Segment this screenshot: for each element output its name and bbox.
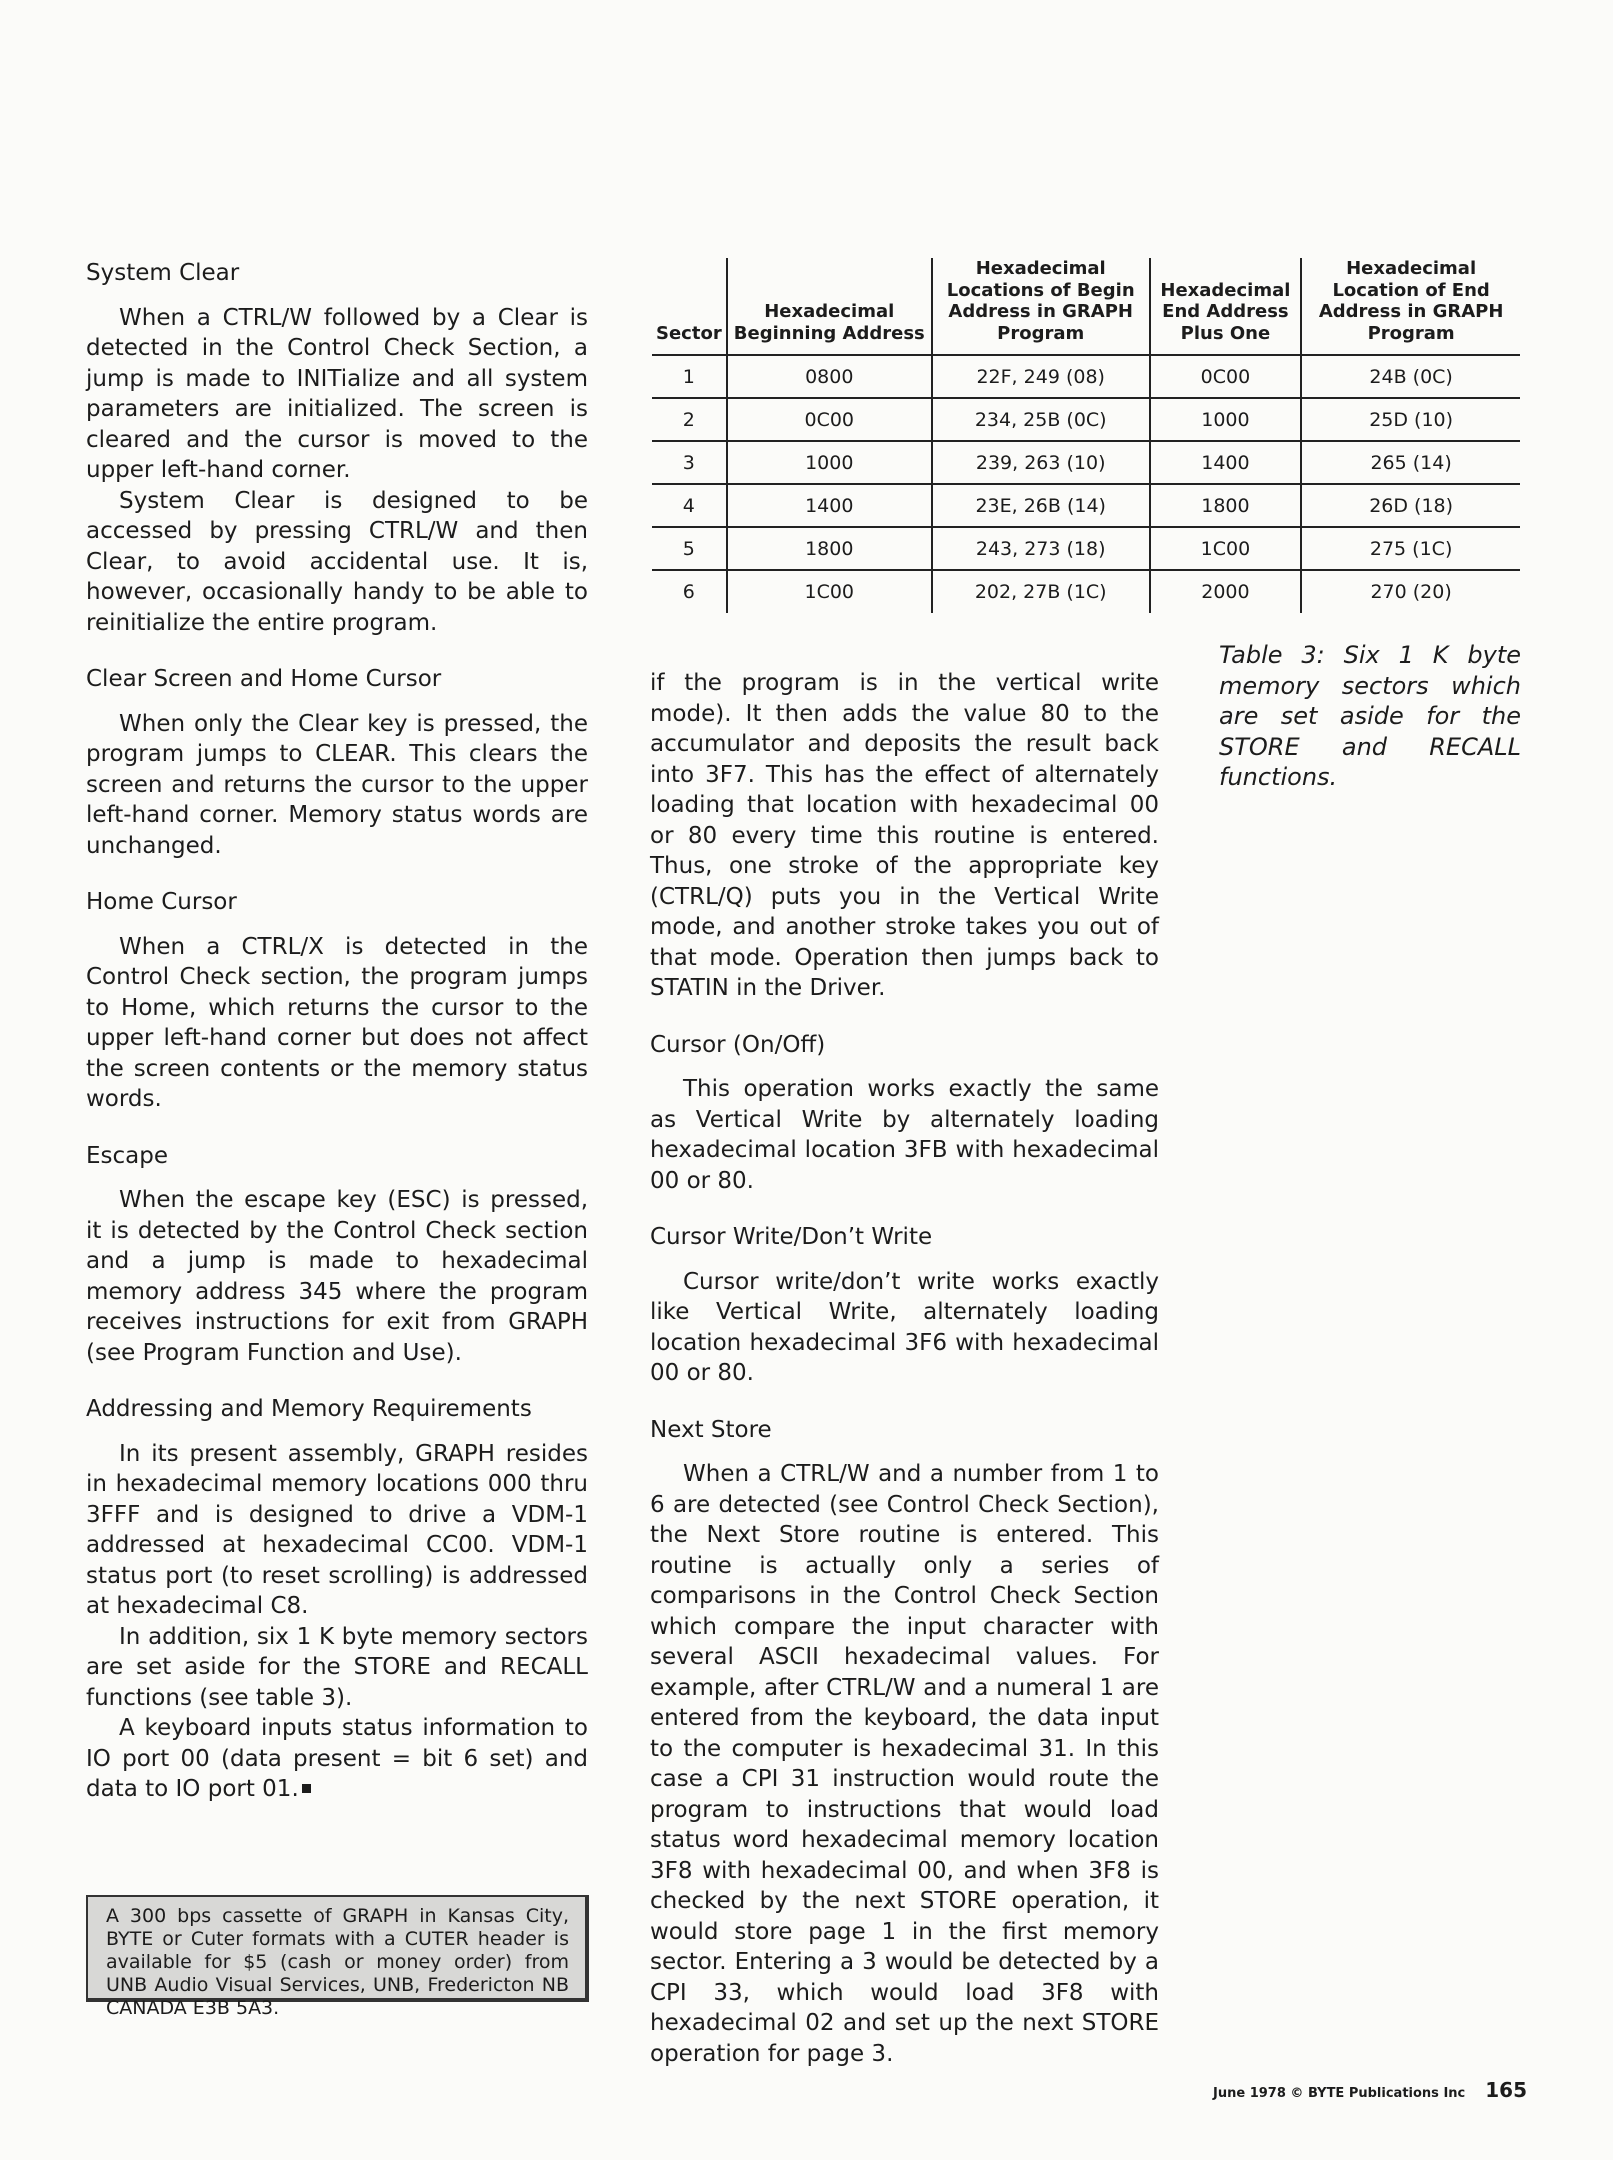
- table-cell: 26D (18): [1301, 484, 1520, 527]
- page-footer: [1213, 2078, 1527, 2102]
- section-heading-next-store: Next Store: [650, 1416, 772, 1443]
- table-cell: 1800: [1150, 484, 1302, 527]
- table-header-row: [652, 258, 1520, 355]
- table-header-cell: Hexadecimal Beginning Address: [727, 258, 932, 355]
- table-cell: 1C00: [1150, 527, 1302, 570]
- table-row: [652, 527, 1520, 570]
- table-cell: 1000: [1150, 398, 1302, 441]
- table-row: [652, 355, 1520, 398]
- table-cell: 1: [652, 355, 727, 398]
- table-row: [652, 484, 1520, 527]
- paragraph: System Clear is designed to be accessed by pressing CTRL/W and then Clear, to avoid accidental use. It is, however, occasionally handy to be able to reinitialize the entire program.: [86, 487, 588, 636]
- paragraph: When the escape key (ESC) is pressed, it is detected by the Control Check section and a jump is made to hexadecimal memory address 345 where the program receives instructions for exit from GRAPH (see Program Function and Use).: [86, 1187, 588, 1366]
- section-heading-escape: Escape: [86, 1142, 169, 1169]
- section-heading-cursor-onoff: Cursor (On/Off): [650, 1031, 826, 1058]
- table-cell: 1C00: [727, 570, 932, 613]
- cassette-notice-box: A 300 bps cassette of GRAPH in Kansas City, BYTE or Cuter formats with a CUTER header is available for $5 (cash or money order) from UNB Audio Visual Services, UNB, Fredericton NB CANADA E3B 5A3.: [86, 1895, 589, 2002]
- section-heading-cursor-write: Cursor Write/Don’t Write: [650, 1224, 933, 1250]
- table-cell: 239, 263 (10): [932, 441, 1150, 484]
- table-cell: 6: [682, 581, 695, 603]
- table-3: [652, 258, 1520, 613]
- table-cell: 1400: [1150, 441, 1302, 484]
- paragraph: When only the Clear key is pressed, the program jumps to CLEAR. This clears the screen and returns the cursor to the upper left-hand corner. Memory status words are unchanged.: [86, 710, 588, 859]
- table-cell: 1800: [727, 527, 932, 570]
- end-of-article-mark: [302, 1784, 311, 1793]
- table-cell: 0C00: [1150, 355, 1302, 398]
- paragraph: When a CTRL/W and a number from 1 to 6 are detected (see Control Check Section), the Next Store routine is entered. This routine is actually only a series of comparisons in the Control Check Section which compare the input character with several ASCII hexadecimal values. For example, after CTRL/W and a numeral 1 are entered from the keyboard, the data input to the computer is hexadecimal 31. In this case a CPI 31 instruction would route the program to instructions that would load status word hexadecimal memory location 3F8 with hexadecimal 00, and when 3F8 is checked by the next STORE operation, it would store page 1 in the first memory sector. Entering a 3 would be detected by a CPI 33, which would load 3F8 with hexadecimal 02 and set up the next STORE operation for page 3.: [650, 1461, 1159, 2067]
- paragraph-text: A keyboard inputs status information to IO port 00 (data present = bit 6 set) and data to IO port 01.: [86, 1715, 588, 1802]
- paragraph: When a CTRL/W followed by a Clear is detected in the Control Check Section, a jump is made to INITialize and all system parameters are initialized. The screen is cleared and the cursor is moved to the upper left-hand corner.: [86, 304, 588, 483]
- table-header-cell: Hexadecimal Location of End Address in GRAPH Program: [1301, 258, 1520, 355]
- table-cell: 5: [652, 527, 727, 570]
- table-cell: 1400: [727, 484, 932, 527]
- paragraph-final: [86, 1713, 588, 1805]
- table-header-cell: Hexadecimal Locations of Begin Address in GRAPH Program: [932, 258, 1150, 355]
- table-row: [652, 398, 1520, 441]
- middle-column: [650, 668, 1159, 2069]
- table-cell: 234, 25B (0C): [932, 398, 1150, 441]
- table-cell: 24B (0C): [1301, 355, 1520, 398]
- page-number: 165: [1485, 2078, 1527, 2102]
- section-heading-system-clear: System Clear: [86, 260, 240, 286]
- table-header-cell: Hexadecimal End Address Plus One: [1150, 258, 1302, 355]
- section-heading-clear-screen: Clear Screen and Home Cursor: [86, 666, 442, 692]
- table-cell: 275 (1C): [1301, 527, 1520, 570]
- table-cell: 270 (20): [1301, 570, 1520, 613]
- paragraph: This operation works exactly the same as Vertical Write by alternately loading hexadecimal location 3FB with hexadecimal 00 or 80.: [650, 1076, 1159, 1194]
- footer-credit: June 1978 © BYTE Publications Inc: [1213, 2086, 1466, 2101]
- table-cell: 0800: [727, 355, 932, 398]
- left-column: [86, 258, 588, 1805]
- table-cell: 1000: [727, 441, 932, 484]
- table-cell: 3: [652, 441, 727, 484]
- table-cell: 265 (14): [1301, 441, 1520, 484]
- table-cell: 2000: [1150, 570, 1302, 613]
- paragraph: In its present assembly, GRAPH resides in hexadecimal memory locations 000 thru 3FFF and is designed to drive a VDM-1 addressed at hexadecimal CC00. VDM-1 status port (to reset scrolling) is addressed at hexadecimal C8.: [86, 1440, 588, 1619]
- table-cell: 243, 273 (18): [932, 527, 1150, 570]
- paragraph-continued: if the program is in the vertical write mode). It then adds the value 80 to the accumulator and deposits the result back into 3F7. This has the effect of alternately loading that location with hexadecimal 00 or 80 every time this routine is entered. Thus, one stroke of the appropriate key (CTRL/Q) puts you in the Vertical Write mode, and another stroke takes you out of that mode. Operation then jumps back to STATIN in the Driver.: [650, 670, 1159, 1001]
- table-row: [652, 570, 1520, 613]
- table-cell: 22F, 249 (08): [932, 355, 1150, 398]
- table-cell: 23E, 26B (14): [932, 484, 1150, 527]
- paragraph: When a CTRL/X is detected in the Control Check section, the program jumps to Home, which returns the cursor to the upper left-hand corner but does not affect the screen contents or the memory status words.: [86, 933, 588, 1112]
- table-cell: 25D (10): [1301, 398, 1520, 441]
- paragraph: In addition, six 1 K byte memory sectors are set aside for the STORE and RECALL functions (see table 3).: [86, 1623, 588, 1711]
- section-heading-home-cursor: Home Cursor: [86, 889, 237, 915]
- table-caption: Table 3: Six 1 K byte memory sectors which are set aside for the STORE and RECALL functions.: [1219, 641, 1521, 791]
- table-cell: 4: [652, 484, 727, 527]
- table-cell: 2: [652, 398, 727, 441]
- table-cell: 202, 27B (1C): [932, 570, 1150, 613]
- table-row: [652, 441, 1520, 484]
- table-header-cell: Sector: [652, 258, 727, 355]
- section-heading-addressing: Addressing and Memory Requirements: [86, 1396, 532, 1422]
- paragraph: Cursor write/don’t write works exactly like Vertical Write, alternately loading location hexadecimal 3F6 with hexadecimal 00 or 80.: [650, 1268, 1159, 1386]
- table-cell: 0C00: [727, 398, 932, 441]
